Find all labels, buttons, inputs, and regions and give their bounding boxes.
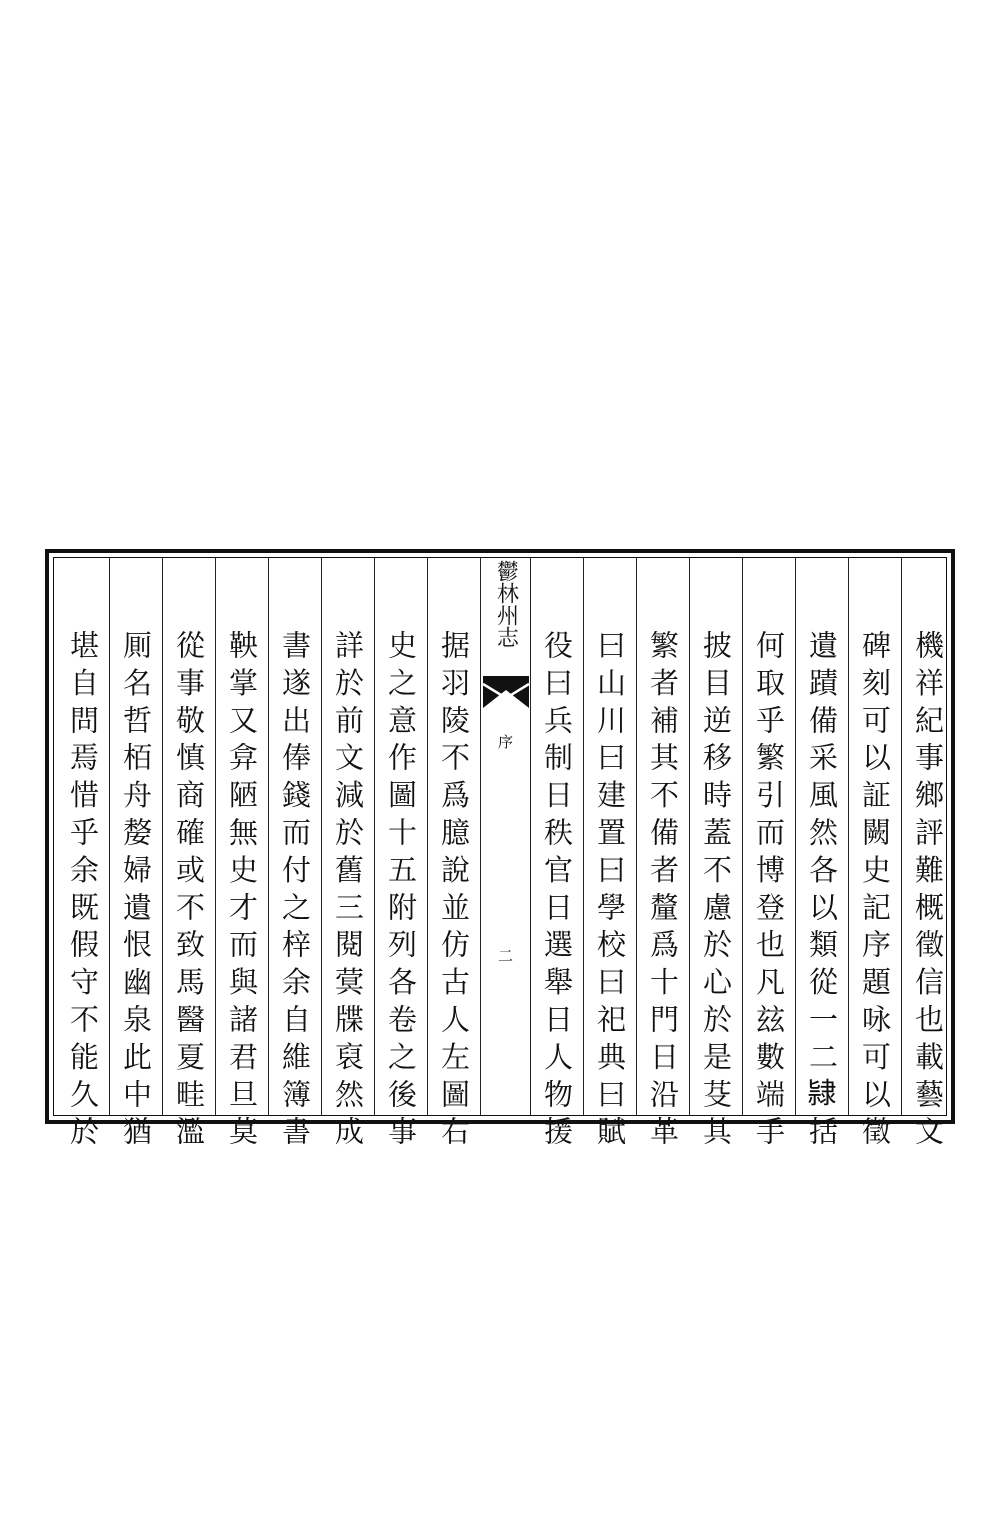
- text-column-16: [54, 558, 109, 1154]
- text-column-12: [268, 558, 321, 1154]
- text-column-7: [583, 558, 636, 1154]
- text-column-6: [636, 558, 689, 1154]
- text-column-9: [427, 558, 480, 1154]
- column-text: 曰山川曰建置曰學校曰祀典曰賦: [593, 630, 627, 1154]
- column-text: 史之意作圖十五附列各卷之後事: [384, 630, 418, 1154]
- column-text: 披目逆移時蓋不慮於心於是芟其: [699, 630, 733, 1154]
- book-title: 鬱林州志: [493, 560, 519, 648]
- column-text: 厠名哲栢舟嫠婦遺恨幽泉此中猶: [119, 630, 153, 1154]
- text-column-5: [689, 558, 742, 1154]
- page-number: 二: [496, 948, 514, 963]
- column-text: 碑刻可以証闕史記序題咏可以徵: [858, 630, 892, 1154]
- text-column-10: [374, 558, 427, 1154]
- text-column-3: [795, 558, 848, 1154]
- column-text: 堪自問焉惜乎余既假守不能久於: [66, 630, 100, 1154]
- page-frame: [45, 549, 955, 1154]
- column-text: 役曰兵制日秩官日選舉日人物援: [540, 630, 574, 1154]
- inner-frame: [53, 557, 947, 1154]
- text-column-15: [109, 558, 162, 1154]
- column-text: 機祥紀事鄉評難概徵信也載藝文: [911, 630, 945, 1154]
- fishtail-mark-icon: [483, 676, 529, 708]
- column-text: 何取乎繁引而博登也凡玆數端手: [752, 630, 786, 1154]
- text-column-1: [901, 558, 954, 1154]
- text-column-4: [742, 558, 795, 1154]
- column-text: 書遂出俸錢而付之梓余自維簿書: [278, 630, 312, 1154]
- text-column-8: [530, 558, 583, 1154]
- text-column-11: [321, 558, 374, 1154]
- column-text: 繁者補其不備者釐爲十門日沿革: [646, 630, 680, 1154]
- column-text: 從事敬慎商確或不致馬醫夏畦濫: [172, 630, 206, 1154]
- text-column-2: [848, 558, 901, 1154]
- section-label: 序: [496, 734, 514, 749]
- center-fold: [480, 558, 530, 1115]
- column-text: 鞅掌又弇陋無史才而與諸君旦莫: [225, 630, 259, 1154]
- column-text: 詳於前文減於舊三閱蓂牒裒然成: [331, 630, 365, 1154]
- text-column-13: [215, 558, 268, 1154]
- column-text: 遺蹟備采風然各以類從一二𨽻括: [805, 630, 839, 1154]
- text-column-14: [162, 558, 215, 1154]
- column-text: 据羽陵不爲臆說並仿古人左圖右: [437, 630, 471, 1154]
